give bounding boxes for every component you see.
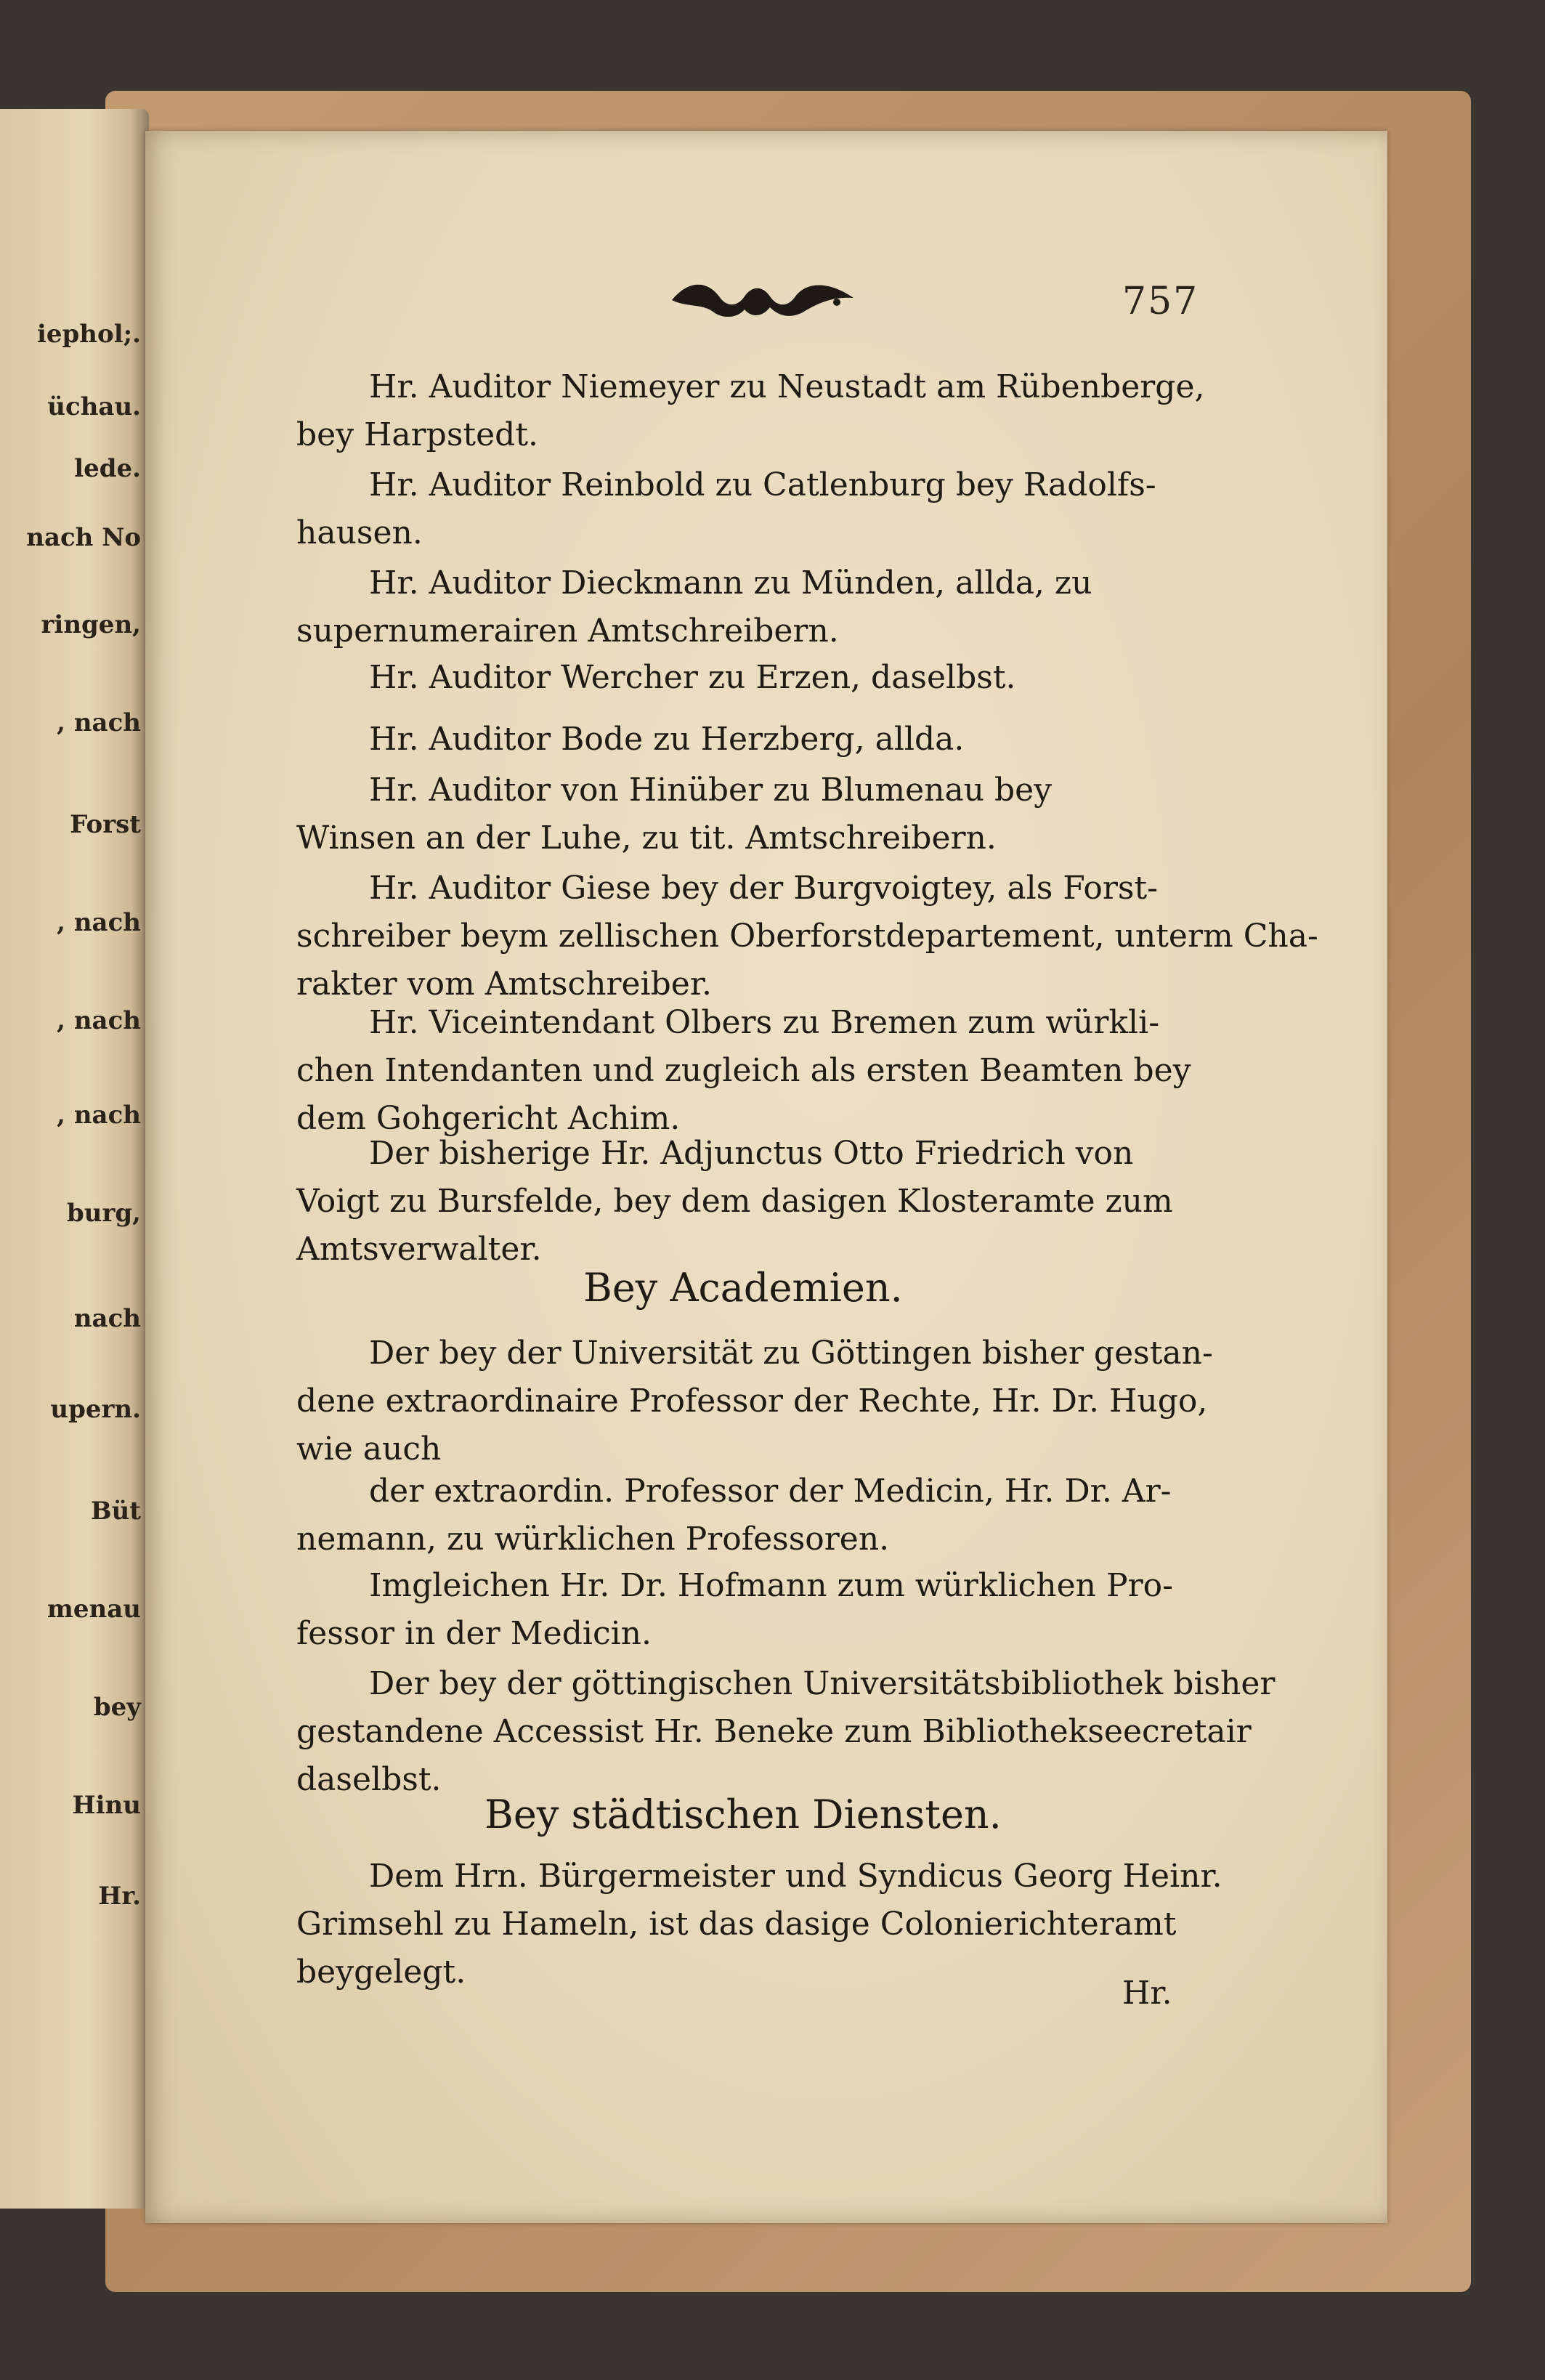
text-line: Hr. Viceintendant Olbers zu Bremen zum würkli- — [369, 1004, 1160, 1041]
text-line: beygelegt. — [296, 1954, 466, 1991]
printer-ornament-icon — [668, 275, 857, 325]
entry-hugo — [296, 1329, 1213, 1473]
margin-word: Hr. — [98, 1882, 141, 1911]
entry-voigt — [296, 1130, 1190, 1274]
text-line: Imgleichen Hr. Dr. Hofmann zum würklichen Pro- — [369, 1567, 1173, 1604]
entry-beneke — [296, 1660, 1276, 1804]
margin-word: Forst — [70, 810, 141, 839]
catchword: Hr. — [1122, 1975, 1172, 2012]
text-line: Hr. Auditor Giese bey der Burgvoigtey, als Forst- — [369, 870, 1159, 907]
text-line: gestandene Accessist Hr. Beneke zum Bibliothekseecretair — [296, 1713, 1252, 1750]
text-line: daselbst. — [296, 1761, 442, 1798]
margin-word: , nach — [57, 1101, 141, 1130]
margin-word: lede. — [74, 454, 141, 483]
text-line: rakter vom Amtschreiber. — [296, 966, 712, 1003]
text-line: dem Gohgericht Achim. — [296, 1100, 681, 1137]
text-line: supernumerairen Amtschreibern. — [296, 612, 839, 649]
heading-academies: Bey Academien. — [583, 1265, 903, 1311]
entry-giese — [296, 865, 1318, 1008]
text-line: Der bey der Universität zu Göttingen bisher gestan- — [369, 1335, 1213, 1372]
text-line: fessor in der Medicin. — [296, 1615, 652, 1652]
margin-word: upern. — [50, 1395, 141, 1424]
text-line: Hr. Auditor Wercher zu Erzen, daselbst. — [369, 659, 1016, 696]
margin-word: ringen, — [41, 610, 141, 639]
margin-word: Hinu — [72, 1791, 141, 1820]
margin-word: iephol;. — [36, 320, 141, 349]
entry-grimsehl — [296, 1853, 1222, 1996]
text-line: Grimsehl zu Hameln, ist das dasige Colonierichteramt — [296, 1906, 1177, 1943]
heading-city-services: Bey städtischen Diensten. — [484, 1792, 1002, 1837]
text-line: Hr. Auditor Reinbold zu Catlenburg bey Radolfs- — [369, 466, 1156, 503]
page-number: 757 — [1122, 280, 1199, 323]
text-line: Hr. Auditor Dieckmann zu Münden, allda, zu — [369, 564, 1092, 602]
entry-olbers — [296, 999, 1190, 1143]
margin-word: , nach — [57, 708, 141, 737]
text-line: Der bisherige Hr. Adjunctus Otto Friedrich von — [369, 1135, 1134, 1172]
text-line: nemann, zu würklichen Professoren. — [296, 1521, 890, 1558]
entry-bode — [296, 716, 1190, 764]
text-line: chen Intendanten und zugleich als ersten Beamten bey — [296, 1052, 1191, 1089]
text-line: Voigt zu Bursfelde, bey dem dasigen Klosteramte zum — [296, 1183, 1173, 1220]
text-line: Amtsverwalter. — [296, 1231, 542, 1268]
text-line: hausen. — [296, 514, 423, 551]
margin-word: , nach — [57, 908, 141, 937]
entry-hinueber — [296, 766, 1190, 862]
margin-word: nach No — [26, 523, 141, 552]
text-line: der extraordin. Professor der Medicin, Hr. Dr. Ar- — [369, 1473, 1172, 1510]
text-line: Dem Hrn. Bürgermeister und Syndicus Georg Heinr. — [369, 1858, 1222, 1895]
entry-niemeyer — [296, 363, 1205, 459]
text-line: schreiber beym zellischen Oberforstdepartement, unterm Cha- — [296, 918, 1318, 955]
text-line: bey Harpstedt. — [296, 416, 538, 453]
entry-dieckmann — [296, 559, 1190, 655]
text-line: Hr. Auditor Bode zu Herzberg, allda. — [369, 721, 965, 758]
margin-word: nach — [73, 1304, 141, 1333]
entry-arnemann — [296, 1468, 1190, 1563]
margin-word: Büt — [90, 1497, 141, 1526]
text-line: dene extraordinaire Professor der Rechte, Hr. Dr. Hugo, — [296, 1383, 1208, 1420]
margin-word: burg, — [66, 1199, 141, 1228]
margin-word: bey — [93, 1693, 141, 1722]
margin-word: , nach — [57, 1006, 141, 1035]
entry-hofmann — [296, 1562, 1190, 1658]
text-line: wie auch — [296, 1430, 442, 1468]
margin-word: üchau. — [47, 392, 141, 421]
text-line: Hr. Auditor von Hinüber zu Blumenau bey — [369, 772, 1053, 809]
entry-reinbold — [296, 461, 1190, 557]
margin-word: menau — [46, 1595, 141, 1624]
text-line: Winsen an der Luhe, zu tit. Amtschreibern. — [296, 819, 997, 857]
text-line: Der bey der göttingischen Universitätsbibliothek bisher — [369, 1665, 1276, 1702]
entry-wercher — [296, 654, 1190, 702]
text-line: Hr. Auditor Niemeyer zu Neustadt am Rübenberge, — [369, 368, 1205, 405]
